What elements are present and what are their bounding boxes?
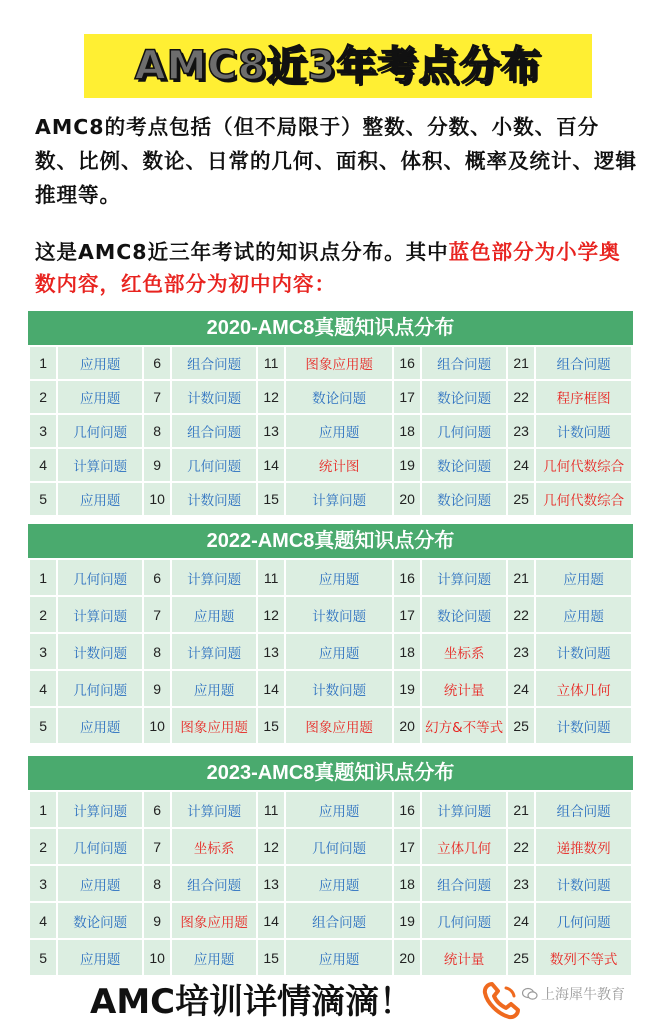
topic-cell: 程序框图 — [536, 381, 631, 413]
question-number: 11 — [258, 347, 284, 379]
question-number: 2 — [30, 381, 56, 413]
question-number: 25 — [508, 940, 534, 975]
topic-cell: 数论问题 — [422, 483, 506, 515]
table-row — [30, 415, 631, 447]
question-number: 13 — [258, 866, 284, 901]
question-number: 7 — [144, 381, 170, 413]
topic-cell: 应用题 — [286, 560, 392, 595]
note-highlight: 蓝色部分为小学奥数内容，红色部分为初中内容： — [35, 240, 621, 296]
question-number: 18 — [394, 415, 420, 447]
question-number: 3 — [30, 634, 56, 669]
topic-cell: 计算问题 — [172, 560, 256, 595]
topic-cell: 组合问题 — [172, 866, 256, 901]
topic-cell: 图象应用题 — [286, 708, 392, 743]
question-number: 14 — [258, 903, 284, 938]
cta-text: AMC培训详情滴滴！ — [90, 982, 414, 1022]
question-number: 7 — [144, 829, 170, 864]
intro-paragraph: AMC8的考点包括（但不局限于）整数、分数、小数、百分数、比例、数论、日常的几何、面积、体积、概率及统计、逻辑推理等。 — [35, 115, 637, 207]
question-number: 20 — [394, 940, 420, 975]
table-row — [30, 903, 631, 938]
question-number: 11 — [258, 560, 284, 595]
topic-cell: 递推数列 — [536, 829, 631, 864]
topic-cell: 组合问题 — [536, 792, 631, 827]
topic-cell: 图象应用题 — [172, 708, 256, 743]
question-number: 9 — [144, 671, 170, 706]
topic-cell: 组合问题 — [172, 347, 256, 379]
topic-cell: 计算问题 — [286, 483, 392, 515]
topic-cell: 计数问题 — [536, 866, 631, 901]
section-2020 — [28, 311, 633, 517]
question-number: 11 — [258, 792, 284, 827]
topic-cell: 数列不等式 — [536, 940, 631, 975]
topic-cell: 组合问题 — [536, 347, 631, 379]
topic-cell: 几何问题 — [58, 829, 142, 864]
question-number: 15 — [258, 940, 284, 975]
topic-cell: 应用题 — [58, 381, 142, 413]
question-number: 23 — [508, 866, 534, 901]
table-row — [30, 347, 631, 379]
topic-cell: 应用题 — [58, 866, 142, 901]
table-row — [30, 671, 631, 706]
question-number: 12 — [258, 597, 284, 632]
section-2023 — [28, 756, 633, 977]
topic-cell: 立体几何 — [536, 671, 631, 706]
question-number: 10 — [144, 483, 170, 515]
table-row — [30, 708, 631, 743]
table-row — [30, 449, 631, 481]
wechat-icon — [522, 987, 538, 1001]
topic-cell: 应用题 — [286, 634, 392, 669]
topic-cell: 应用题 — [172, 940, 256, 975]
topic-cell: 计算问题 — [422, 792, 506, 827]
table-row — [30, 560, 631, 595]
topic-cell: 几何问题 — [536, 903, 631, 938]
question-number: 12 — [258, 381, 284, 413]
topic-cell: 应用题 — [58, 708, 142, 743]
topic-cell: 计算问题 — [172, 634, 256, 669]
question-number: 1 — [30, 347, 56, 379]
topic-cell: 组合问题 — [286, 903, 392, 938]
question-number: 12 — [258, 829, 284, 864]
topic-cell: 应用题 — [536, 560, 631, 595]
topic-cell: 应用题 — [286, 940, 392, 975]
table-row — [30, 634, 631, 669]
question-number: 16 — [394, 792, 420, 827]
topic-table-2023 — [28, 790, 633, 977]
question-number: 16 — [394, 347, 420, 379]
topic-cell: 统计量 — [422, 671, 506, 706]
topic-table-2022 — [28, 558, 633, 745]
topic-cell: 计算问题 — [172, 792, 256, 827]
topic-cell: 计算问题 — [422, 560, 506, 595]
question-number: 14 — [258, 449, 284, 481]
topic-cell: 应用题 — [58, 483, 142, 515]
table-row — [30, 597, 631, 632]
question-number: 5 — [30, 483, 56, 515]
question-number: 20 — [394, 483, 420, 515]
question-number: 8 — [144, 634, 170, 669]
question-number: 22 — [508, 381, 534, 413]
topic-cell: 几何问题 — [286, 829, 392, 864]
topic-cell: 计数问题 — [172, 381, 256, 413]
section-title: 2023-AMC8真题知识点分布 — [28, 756, 633, 790]
question-number: 3 — [30, 866, 56, 901]
question-number: 21 — [508, 792, 534, 827]
question-number: 22 — [508, 597, 534, 632]
topic-cell: 几何问题 — [58, 560, 142, 595]
topic-cell: 坐标系 — [422, 634, 506, 669]
question-number: 20 — [394, 708, 420, 743]
question-number: 4 — [30, 449, 56, 481]
question-number: 15 — [258, 483, 284, 515]
table-row — [30, 381, 631, 413]
question-number: 23 — [508, 634, 534, 669]
topic-cell: 应用题 — [58, 347, 142, 379]
question-number: 4 — [30, 671, 56, 706]
topic-cell: 组合问题 — [172, 415, 256, 447]
section-title: 2022-AMC8真题知识点分布 — [28, 524, 633, 558]
topic-cell: 计数问题 — [58, 634, 142, 669]
question-number: 18 — [394, 866, 420, 901]
question-number: 25 — [508, 483, 534, 515]
topic-cell: 数论问题 — [286, 381, 392, 413]
topic-cell: 数论问题 — [58, 903, 142, 938]
question-number: 24 — [508, 903, 534, 938]
question-number: 19 — [394, 449, 420, 481]
note-paragraph — [35, 236, 640, 300]
topic-cell: 立体几何 — [422, 829, 506, 864]
question-number: 18 — [394, 634, 420, 669]
question-number: 3 — [30, 415, 56, 447]
topic-cell: 应用题 — [286, 866, 392, 901]
topic-cell: 计数问题 — [286, 597, 392, 632]
topic-cell: 组合问题 — [422, 866, 506, 901]
question-number: 4 — [30, 903, 56, 938]
topic-table-2020 — [28, 345, 633, 517]
question-number: 19 — [394, 903, 420, 938]
brand-name: 上海犀牛教育 — [541, 987, 625, 1003]
topic-cell: 几何问题 — [422, 415, 506, 447]
question-number: 15 — [258, 708, 284, 743]
phone-icon[interactable] — [478, 976, 526, 1024]
question-number: 24 — [508, 671, 534, 706]
topic-cell: 应用题 — [172, 671, 256, 706]
topic-cell: 计算问题 — [58, 449, 142, 481]
question-number: 25 — [508, 708, 534, 743]
question-number: 17 — [394, 381, 420, 413]
question-number: 1 — [30, 792, 56, 827]
question-number: 13 — [258, 634, 284, 669]
topic-cell: 几何问题 — [172, 449, 256, 481]
question-number: 2 — [30, 597, 56, 632]
question-number: 6 — [144, 347, 170, 379]
question-number: 10 — [144, 940, 170, 975]
topic-cell: 几何代数综合 — [536, 449, 631, 481]
topic-cell: 计数问题 — [172, 483, 256, 515]
question-number: 8 — [144, 415, 170, 447]
section-2022 — [28, 524, 633, 745]
topic-cell: 数论问题 — [422, 597, 506, 632]
question-number: 5 — [30, 940, 56, 975]
topic-cell: 图象应用题 — [286, 347, 392, 379]
question-number: 10 — [144, 708, 170, 743]
topic-cell: 应用题 — [536, 597, 631, 632]
table-row — [30, 866, 631, 901]
question-number: 13 — [258, 415, 284, 447]
topic-cell: 坐标系 — [172, 829, 256, 864]
topic-cell: 计数问题 — [286, 671, 392, 706]
question-number: 22 — [508, 829, 534, 864]
topic-cell: 组合问题 — [422, 347, 506, 379]
question-number: 6 — [144, 560, 170, 595]
topic-cell: 统计量 — [422, 940, 506, 975]
topic-cell: 应用题 — [58, 940, 142, 975]
topic-cell: 数论问题 — [422, 381, 506, 413]
question-number: 7 — [144, 597, 170, 632]
topic-cell: 应用题 — [286, 792, 392, 827]
table-row — [30, 792, 631, 827]
question-number: 23 — [508, 415, 534, 447]
topic-cell: 几何问题 — [58, 415, 142, 447]
question-number: 17 — [394, 829, 420, 864]
note-prefix: 这是AMC8近三年考试的知识点分布。其中 — [35, 240, 449, 264]
topic-cell: 几何问题 — [58, 671, 142, 706]
question-number: 21 — [508, 560, 534, 595]
question-number: 1 — [30, 560, 56, 595]
question-number: 19 — [394, 671, 420, 706]
question-number: 8 — [144, 866, 170, 901]
question-number: 14 — [258, 671, 284, 706]
brand-watermark — [522, 986, 625, 1004]
topic-cell: 应用题 — [286, 415, 392, 447]
question-number: 2 — [30, 829, 56, 864]
table-row — [30, 940, 631, 975]
topic-cell: 统计图 — [286, 449, 392, 481]
table-row — [30, 829, 631, 864]
question-number: 17 — [394, 597, 420, 632]
topic-cell: 计算问题 — [58, 597, 142, 632]
topic-cell: 几何代数综合 — [536, 483, 631, 515]
table-row — [30, 483, 631, 515]
question-number: 9 — [144, 903, 170, 938]
topic-cell: 计数问题 — [536, 634, 631, 669]
page-title: AMC8近3年考点分布 — [134, 43, 542, 89]
topic-cell: 图象应用题 — [172, 903, 256, 938]
question-number: 16 — [394, 560, 420, 595]
question-number: 21 — [508, 347, 534, 379]
topic-cell: 数论问题 — [422, 449, 506, 481]
topic-cell: 几何问题 — [422, 903, 506, 938]
topic-cell: 幻方&不等式 — [422, 708, 506, 743]
topic-cell: 计数问题 — [536, 415, 631, 447]
section-title: 2020-AMC8真题知识点分布 — [28, 311, 633, 345]
question-number: 24 — [508, 449, 534, 481]
question-number: 9 — [144, 449, 170, 481]
topic-cell: 应用题 — [172, 597, 256, 632]
topic-cell: 计数问题 — [536, 708, 631, 743]
topic-cell: 计算问题 — [58, 792, 142, 827]
question-number: 5 — [30, 708, 56, 743]
question-number: 6 — [144, 792, 170, 827]
